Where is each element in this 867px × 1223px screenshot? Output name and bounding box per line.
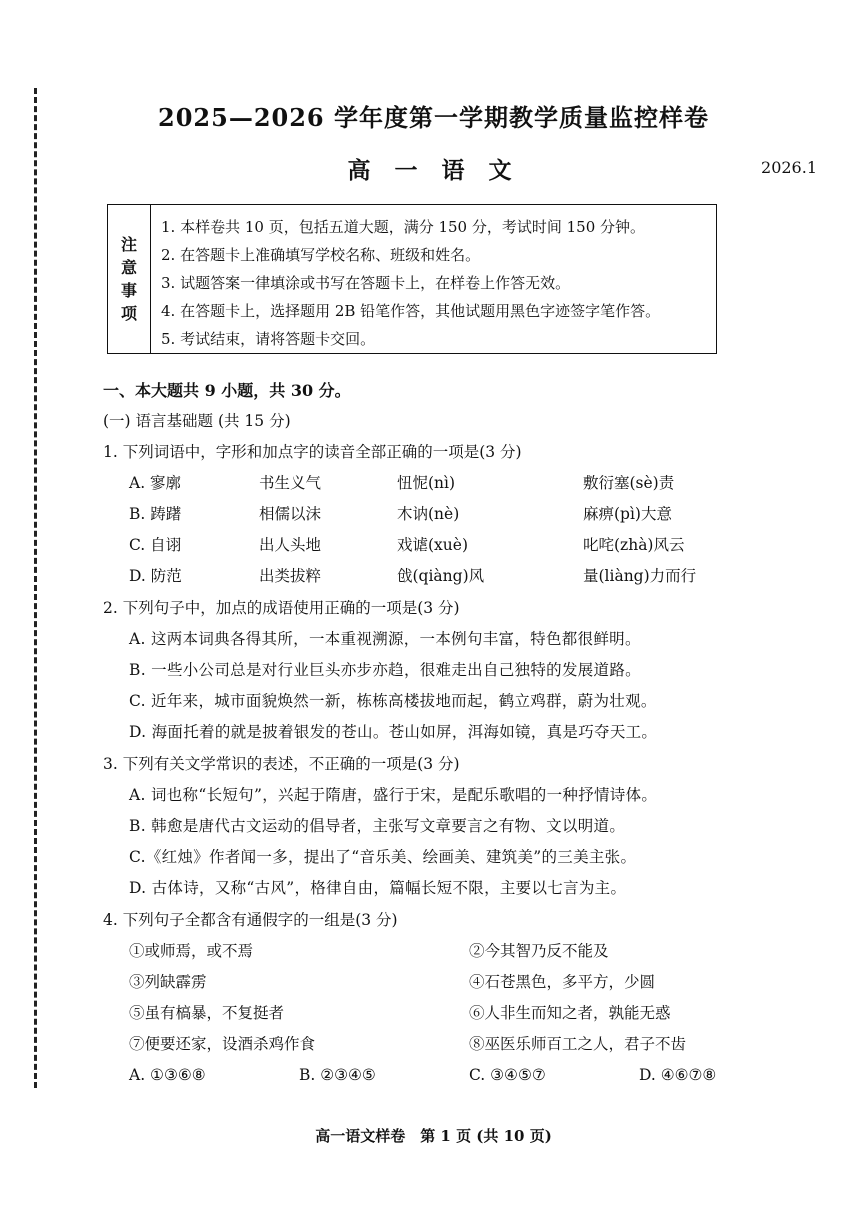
- question-3-option: D. 古体诗，又称“古风”，格律自由，篇幅长短不限，主要以七言为主。: [129, 879, 627, 897]
- notice-item: 1. 本样卷共 10 页，包括五道大题，满分 150 分，考试时间 150 分钟。: [161, 218, 646, 236]
- question-3-option: A. 词也称“长短句”，兴起于隋唐，盛行于宋，是配乐歌唱的一种抒情诗体。: [129, 786, 658, 804]
- question-1-option-row: C. 自诩 出人头地 戏谑(xuè) 叱咤(zhà)风云: [129, 536, 685, 554]
- question-4-item-row: ⑦便要还家，设酒杀鸡作食 ⑧巫医乐师百工之人，君子不齿: [129, 1035, 687, 1053]
- notice-item: 4. 在答题卡上，选择题用 2B 铅笔作答，其他试题用黑色字迹签字笔作答。: [161, 302, 661, 320]
- question-4-item-row: ①或师焉，或不焉 ②今其智乃反不能及: [129, 942, 609, 960]
- question-1-stem: 1. 下列词语中，字形和加点字的读音全部正确的一项是(3 分): [103, 443, 522, 461]
- subsection-heading: (一) 语言基础题 (共 15 分): [103, 412, 291, 430]
- subject-title: 高 一 语 文: [347, 157, 520, 184]
- question-3-stem: 3. 下列有关文学常识的表述，不正确的一项是(3 分): [103, 755, 460, 773]
- notice-items: [151, 205, 716, 353]
- question-3-option: B. 韩愈是唐代古文运动的倡导者，主张写文章要言之有物、文以明道。: [129, 817, 626, 835]
- section-heading: 一、本大题共 9 小题，共 30 分。: [103, 381, 351, 400]
- question-1-option-row: A. 寥廓 书生义气 忸怩(nì) 敷衍塞(sè)责: [129, 474, 675, 492]
- notice-box: [107, 204, 717, 354]
- binding-cut-line: [34, 88, 37, 1088]
- question-2-option: A. 这两本词典各得其所，一本重视溯源，一本例句丰富，特色都很鲜明。: [129, 630, 641, 648]
- notice-item: 3. 试题答案一律填涂或书写在答题卡上，在样卷上作答无效。: [161, 274, 571, 292]
- question-1-option-row: B. 踌躇 相儒以沫 木讷(nè) 麻痹(pì)大意: [129, 505, 672, 523]
- question-2-stem: 2. 下列句子中，加点的成语使用正确的一项是(3 分): [103, 599, 460, 617]
- exam-content: [103, 376, 823, 1091]
- notice-label: 注 意 事 项: [108, 205, 151, 353]
- question-2-option: B. 一些小公司总是对行业巨头亦步亦趋，很难走出自己独特的发展道路。: [129, 661, 641, 679]
- question-4-item-row: ③列缺霹雳 ④石苍黑色，多平方，少圆: [129, 973, 656, 991]
- question-4-answer-row: A. ①③⑥⑧ B. ②③④⑤ C. ③④⑤⑦ D. ④⑥⑦⑧: [129, 1066, 717, 1084]
- question-1-option-row: D. 防范 出类拔粹 戗(qiàng)风 量(liàng)力而行: [129, 567, 697, 585]
- question-2-option: D. 海面托着的就是披着银发的苍山。苍山如屏，洱海如镜，真是巧夺天工。: [129, 723, 658, 741]
- page-footer: 高一语文样卷 第 1 页 (共 10 页): [315, 1127, 552, 1145]
- exam-date: 2026.1: [761, 158, 817, 177]
- question-2-option: C. 近年来，城市面貌焕然一新，栋栋高楼拔地而起，鹤立鸡群，蔚为壮观。: [129, 692, 657, 710]
- question-4-stem: 4. 下列句子全都含有通假字的一组是(3 分): [103, 911, 398, 929]
- exam-title: 2025—2026 学年度第一学期教学质量监控样卷: [158, 103, 709, 132]
- question-3-option: C.《红烛》作者闻一多，提出了“音乐美、绘画美、建筑美”的三美主张。: [129, 848, 637, 866]
- notice-item: 5. 考试结束，请将答题卡交回。: [161, 330, 376, 348]
- question-4-item-row: ⑤虽有槁暴，不复挺者 ⑥人非生而知之者，孰能无惑: [129, 1004, 671, 1022]
- notice-item: 2. 在答题卡上准确填写学校名称、班级和姓名。: [161, 246, 481, 264]
